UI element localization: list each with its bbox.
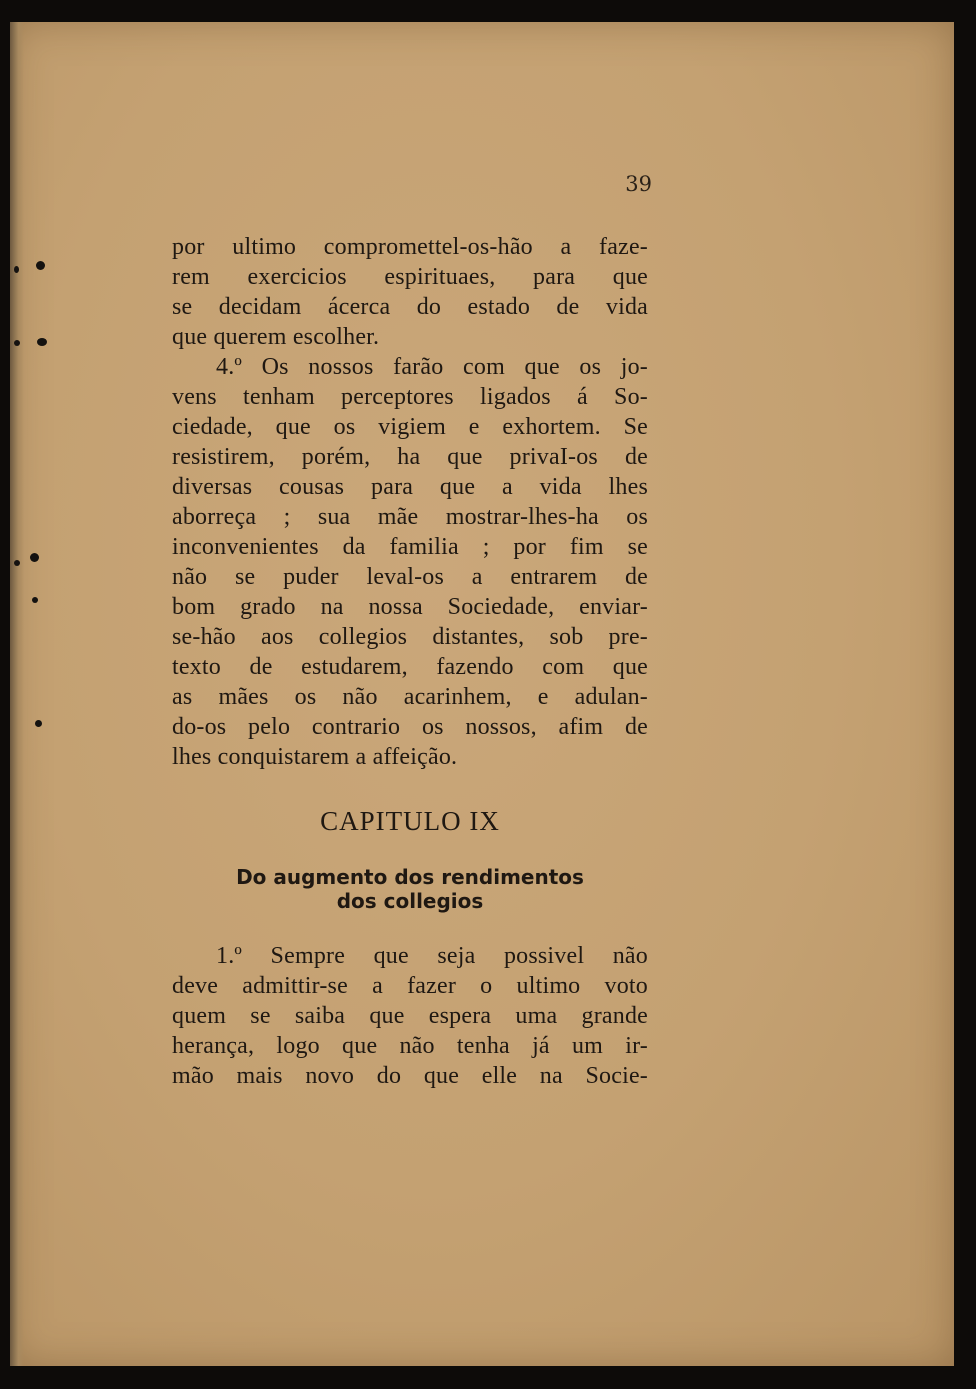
margin-dot: [37, 338, 47, 346]
margin-dot: [35, 720, 42, 727]
chapter-title: CAPITULO IX: [320, 806, 500, 836]
text-line: aborreça ; sua mãe mostrar-lhes-ha os: [172, 504, 648, 530]
chapter-subtitle: Do augmento dos rendimentos: [236, 865, 584, 889]
text-line: vens tenham perceptores ligados á So-: [172, 384, 648, 410]
text-line: texto de estudarem, fazendo com que: [172, 654, 648, 680]
paragraph: [172, 941, 648, 1091]
text-line: ciedade, que os vigiem e exhortem. Se: [172, 414, 648, 440]
text-line: herança, logo que não tenha já um ir-: [172, 1033, 648, 1059]
page-number: 39: [625, 172, 652, 196]
text-line: bom grado na nossa Sociedade, enviar-: [172, 594, 648, 620]
text-line: 1.º Sempre que seja possivel não: [216, 943, 648, 969]
text-line: as mães os não acarinhem, e adulan-: [172, 684, 648, 710]
text-line: resistirem, porém, ha que privaI-os de: [172, 444, 648, 470]
margin-dot: [32, 597, 38, 603]
text-line: que querem escolher.: [172, 324, 380, 350]
text-line: não se puder leval-os a entrarem de: [172, 564, 648, 590]
text-line: diversas cousas para que a vida lhes: [172, 474, 648, 500]
text-line: deve admittir-se a fazer o ultimo voto: [172, 973, 648, 999]
text-line: se decidam ácerca do estado de vida: [172, 294, 648, 320]
margin-dot: [30, 553, 39, 562]
margin-dot: [14, 266, 19, 273]
margin-dot: [14, 560, 20, 566]
margin-dot: [14, 340, 20, 346]
text-line: por ultimo compromettel-os-hão a faze-: [172, 234, 648, 260]
text-line: mão mais novo do que elle na Socie-: [172, 1063, 648, 1089]
text-line: se-hão aos collegios distantes, sob pre-: [172, 624, 648, 650]
text-line: do-os pelo contrario os nossos, afim de: [172, 714, 648, 740]
chapter-subtitle: dos collegios: [336, 889, 484, 913]
text-line: 4.º Os nossos farão com que os jo-: [216, 354, 648, 380]
paragraph: [172, 232, 648, 772]
text-line: inconvenientes da familia ; por fim se: [172, 534, 648, 560]
text-line: quem se saiba que espera uma grande: [172, 1003, 648, 1029]
text-line: lhes conquistarem a affeição.: [172, 744, 458, 770]
margin-dot: [36, 261, 45, 270]
text-line: rem exercicios espirituaes, para que: [172, 264, 648, 290]
page-fold-shadow: [10, 22, 24, 1366]
